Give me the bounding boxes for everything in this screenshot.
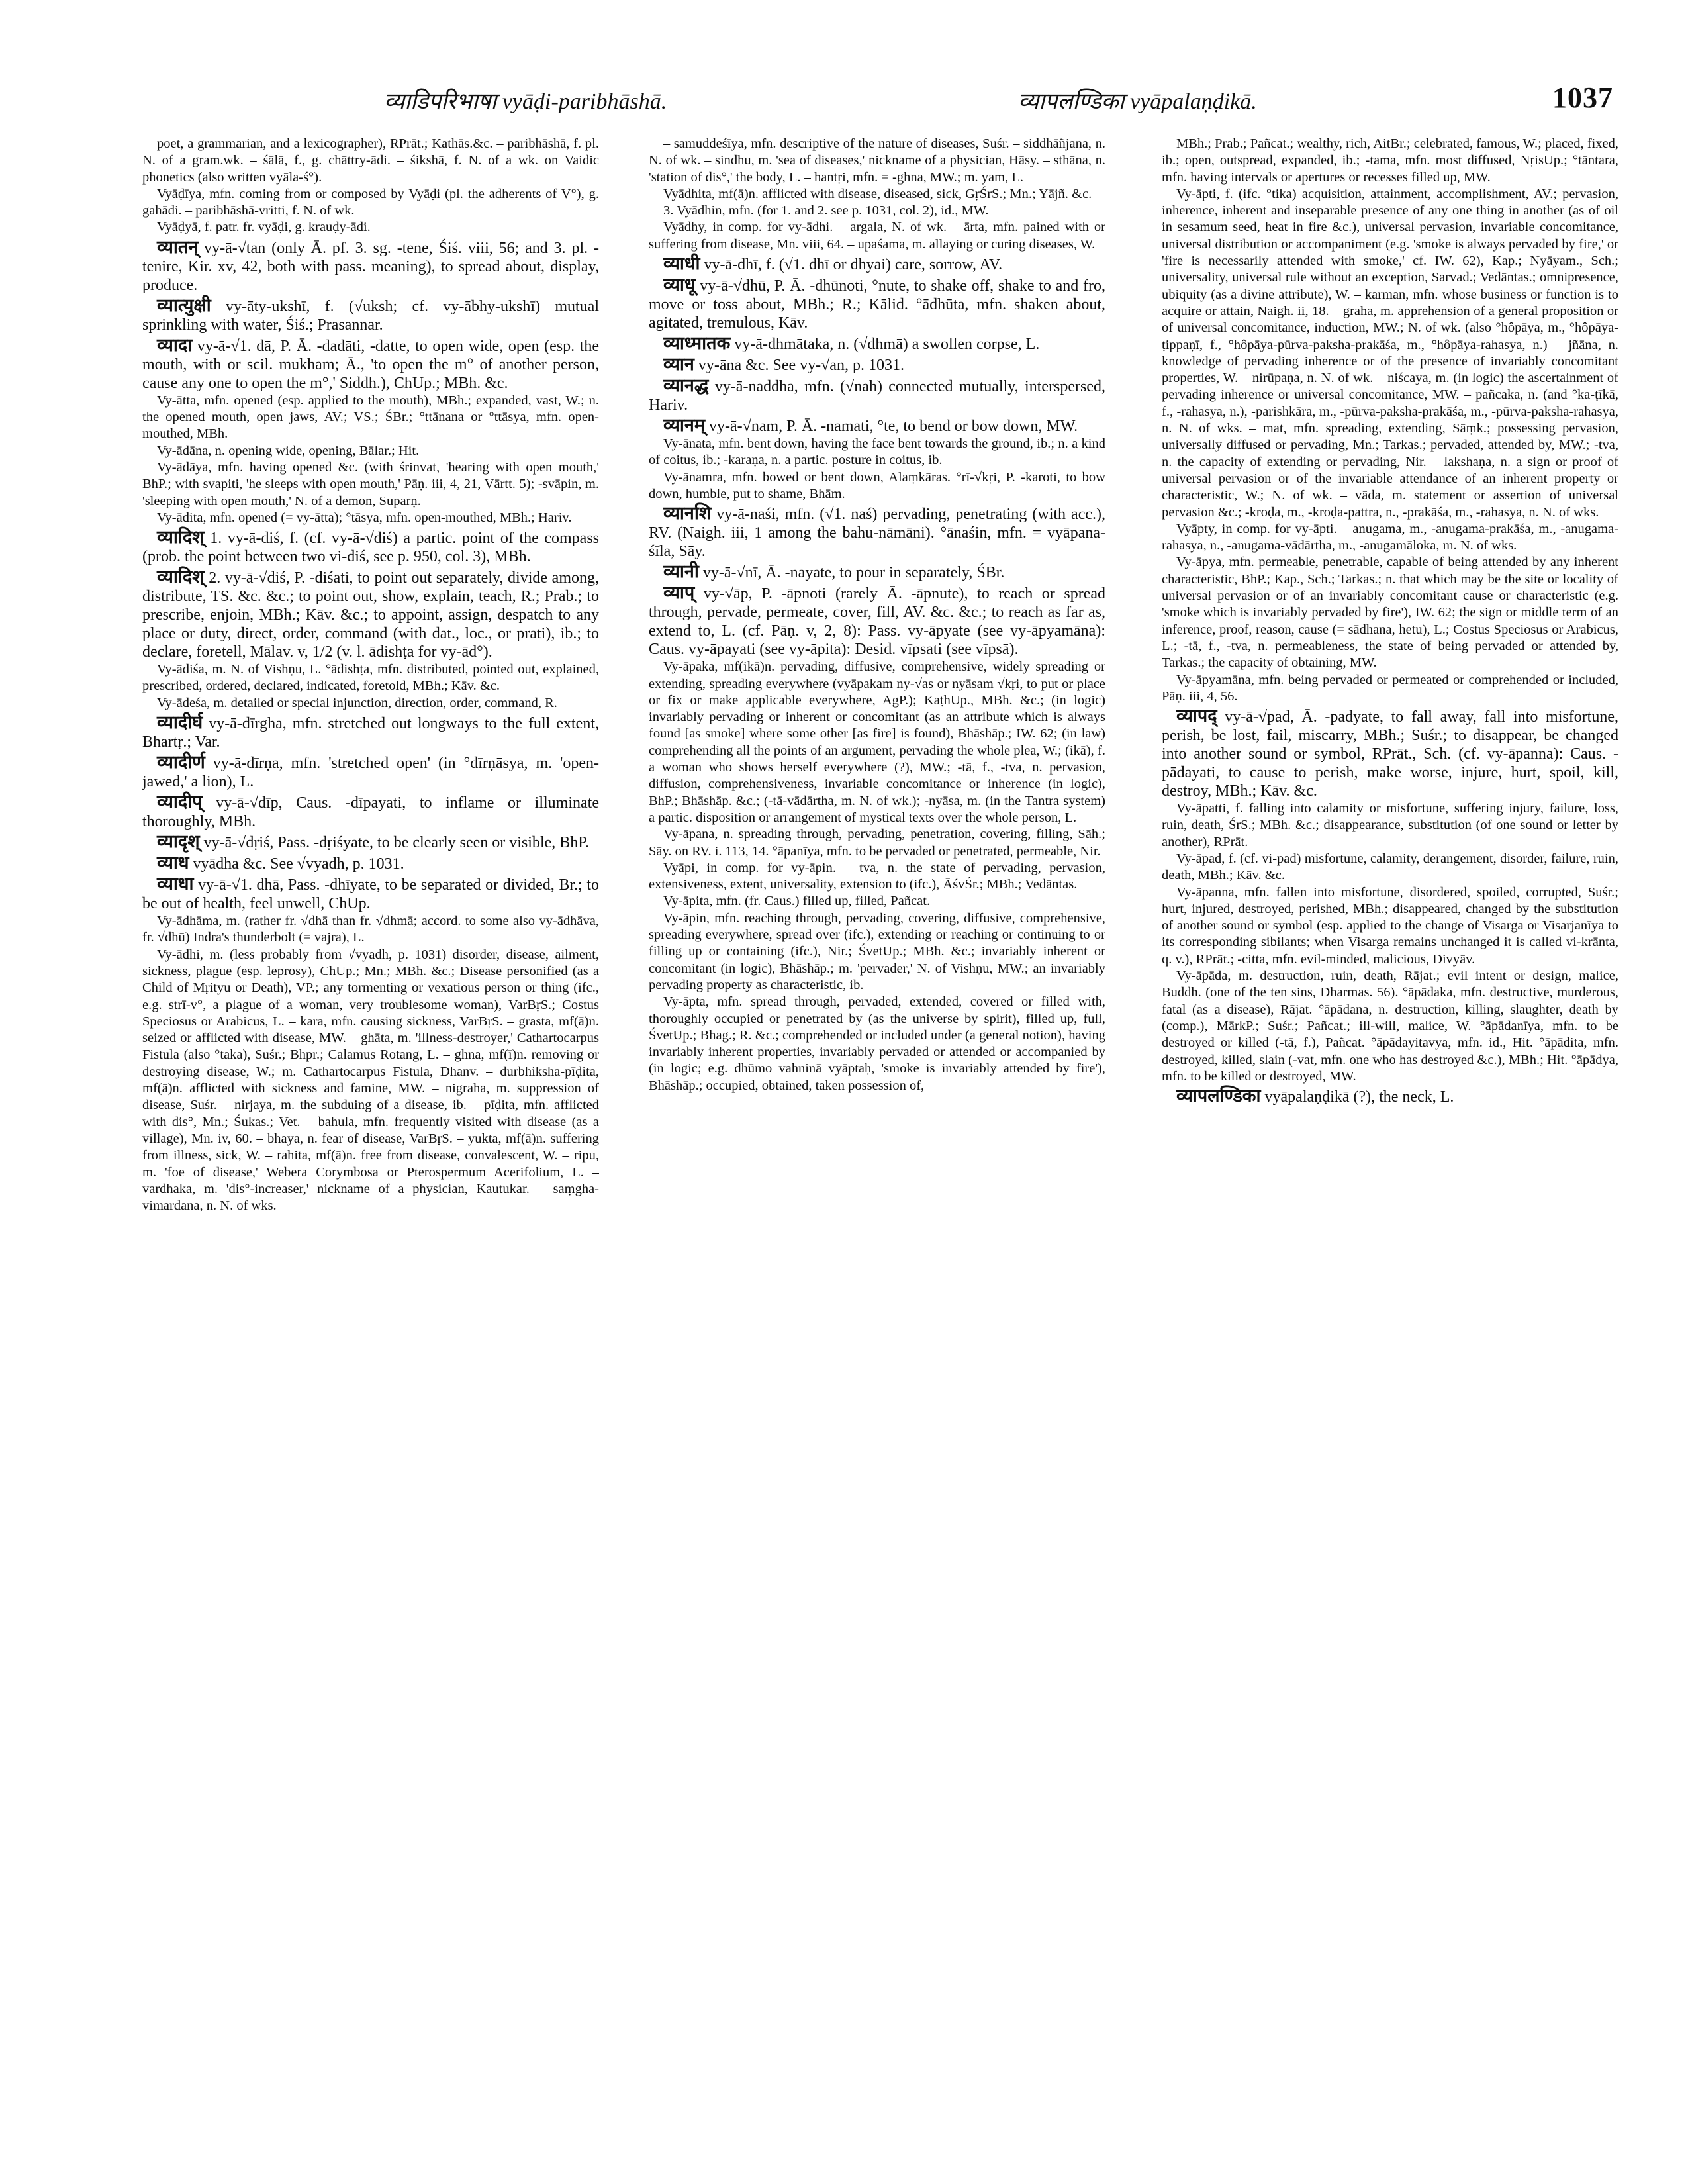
entry-text: Vy-āpaka, mf(ikā)n. pervading, diffusive, comprehensive, widely spreading or extending, spreading everywhere (vyāpakam ny-√as or nyāsam √kṛi, to put or place or fix or make applicable everywhere, AgP.); KaṭhUp., MBh. &c.; (in logic) invariably pervading or inherent or concomitant (as an attribute which is always found [as smoke] where some other [as fire] is found), Bhāshāp.; IW. 62; (in law) comprehending all the points of an argument, pervading the whole plea, W.; (ikā), f. a woman who shows herself everywhere (?), MW.; -tā, f., -tva, n. pervasion, diffusion, comprehensiveness, invariable concomitance or inherence (in logic), BhP.; Bhāshāp. &c.; (-tā-vādārtha, m. N. of wk.); -nyāsa, m. (in the Tantra system) a partic. disposition or arrangement of mystical texts over the whole person, L.	[649, 659, 1105, 825]
entry-text: vy-ā-√dṛiś, Pass. -dṛiśyate, to be clearly seen or visible, BhP.	[203, 834, 589, 852]
entry-text: Vyāḍyā, f. patr. fr. vyāḍi, g. krauḍy-ādi.	[157, 220, 371, 235]
entry-text: Vy-ātta, mfn. opened (esp. applied to the mouth), MBh.; expanded, vast, W.; n. the opened mouth, open jaws, AV.; VS.; ŚBr.; °ttānana or °ttāsya, mfn. open-mouthed, MBh.	[142, 393, 599, 442]
devanagari-headword: व्याध्मातक	[663, 333, 731, 354]
entry-text: Vyādhy, in comp. for vy-ādhi. – argala, N. of wk. – ārta, mfn. pained with or suffering from disease, Mn. viii, 64. – upaśama, m. allaying or curing diseases, W.	[649, 220, 1105, 252]
devanagari-headword: व्यात्युक्षी	[157, 295, 211, 315]
dictionary-entry	[649, 583, 1105, 659]
dictionary-entry	[649, 219, 1105, 253]
entry-text: – samuddeśīya, mfn. descriptive of the nature of diseases, Suśr. – siddhāñjana, n. N. of wk. – sindhu, m. 'sea of diseases,' nickname of a physician, Hāsy. – sthāna, n. 'station of dis°,' the body, L. – hantṛi, mfn. = -ghna, MW.; m. yam, L.	[649, 136, 1105, 185]
entry-text: Vy-ādeśa, m. detailed or special injunction, direction, order, command, R.	[157, 695, 557, 710]
devanagari-headword: व्याधा	[157, 874, 194, 894]
dictionary-entry	[1162, 884, 1618, 968]
entry-text: Vy-āpad, f. (cf. vi-pad) misfortune, calamity, derangement, disorder, failure, ruin, death, MBh.; Kāv. &c.	[1162, 851, 1618, 883]
entry-text: Vy-āpti, f. (ifc. °tika) acquisition, attainment, accomplishment, AV.; pervasion, inherence, inherent and inseparable presence of any one thing in another (as of oil in sesamum seed, heat in fire &c.), universal pervasion, invariable concomitance, universal distribution or accompaniment (e.g. 'smoke is always pervaded by fire,' or 'fire is necessarily attended with smoke,' cf. IW. 62), Kap.; Nyāyam., Sch.; universality, universal rule without an exception, Sarvad.; Vedāntas.; omnipresence, ubiquity (as a divine attribute), W. – karman, mfn. whose business or function is to acquire or attain, Naigh. ii, 18. – graha, m. apprehension of a general proposition or of universal concomitance, induction, MW.; N. of wk. (also °hôpāya, m., °hôpāya-ṭippaṇī, f., °hôpāya-pūrva-paksha-prakāśa, m., °hôpāya-rahasya, n.) – jñāna, n. knowledge of pervading inherence or of the presence of invariably concomitant properties, W. – nirūpaṇa, n. N. of wk. – niścaya, m. (in logic) the ascertainment of pervading inherence or universal concomitance, MW. – pañcaka, n. (and °ka-ṭīkā, f., -rahasya, n.), -parishkāra, m., -pūrva-paksha-prakāśa, m., -pūrva-paksha-rahasya, n. N. of wks. – mat, mfn. spreading, extending, Sāṃk.; possessing pervasion, universally diffused or pervading, Mn.; Tarkas.; pervaded, attended by, MW.; -tva, n. the capacity of extending or pervading, Nir. – lakshaṇa, n. a sign or proof of universal pervasion or of the invariable attendance of an inherent property or characteristic, W.; N. of wk. – vāda, m. statement or assertion of universal pervasion &c.; -kroḍa, m., -kroḍa-pattra, n., -prakāśa, m., -rahasya, n. N. of wks.	[1162, 186, 1618, 520]
dictionary-entry	[142, 913, 599, 947]
entry-text: vy-√āp, P. -āpnoti (rarely Ā. -āpnute), to reach or spread through, pervade, permeate, cover, fill, AV. &c. &c.; to reach as far as, extend to, L. (cf. Pāṇ. v, 2, 8): Pass. vy-āpyate (see vy-āpyamāna): Caus. vy-āpayati (see vy-āpita): Desid. vīpsati (see vīpsā).	[649, 585, 1105, 659]
dictionary-entry	[142, 947, 599, 1215]
column-1	[142, 136, 599, 2155]
dictionary-entry	[649, 136, 1105, 186]
entry-text: Vy-ādāna, n. opening wide, opening, Bālar.; Hit.	[157, 443, 420, 458]
dictionary-entry	[1162, 706, 1618, 800]
dictionary-entry	[142, 219, 599, 236]
devanagari-headword: व्यापद्	[1176, 706, 1217, 726]
entry-text: 1. vy-ā-diś, f. (cf. vy-ā-√diś) a partic. point of the compass (prob. the point between two vi-diś, see p. 950, col. 3), MBh.	[142, 530, 599, 566]
dictionary-entry	[649, 659, 1105, 826]
dictionary-entry	[1162, 1086, 1618, 1106]
devanagari-headword: व्यादिश्	[157, 567, 205, 587]
dictionary-entry	[649, 186, 1105, 203]
entry-text: vy-ā-√nī, Ā. -nayate, to pour in separately, ŚBr.	[702, 564, 1005, 582]
dictionary-entry	[142, 336, 599, 393]
devanagari-headword: व्यादीर्घ	[157, 712, 203, 733]
dictionary-entry	[142, 528, 599, 566]
dictionary-entry	[1162, 186, 1618, 521]
entry-text: Vy-āpin, mfn. reaching through, pervading, covering, diffusive, comprehensive, spreading everywhere, spread over (ifc.), extending or reaching or continuing to or filling up or containing (ifc.), Nir.; ŚvetUp.; MBh. &c.; invariably inherent or concomitant (in logic), Bhāshāp.; m. 'pervader,' N. of Vishṇu, MW.; an invariably pervading property as characteristic, ib.	[649, 910, 1105, 992]
entry-text: Vy-āpāda, m. destruction, ruin, death, Rājat.; evil intent or design, malice, Buddh. (one of the ten sins, Dharmas. 56). °āpādaka, mfn. destructive, murderous, fatal (as a disease), Rājat. °āpādana, n. destruction, killing, slaughter, death by (comp.), MārkP.; Suśr.; Pañcat.; ill-will, malice, W. °āpādanīya, mfn. to be destroyed or killed (-tā, f.), Pañcat. °āpādayitavya, mfn. id., Hit. °āpādita, mfn. destroyed, killed, slain (-vat, mfn. one who has destroyed &c.), MBh.; Hit. °āpādya, mfn. to be killed or destroyed, MW.	[1162, 969, 1618, 1084]
entry-text: vy-ā-dīrṇa, mfn. 'stretched open' (in °dīrṇāsya, m. 'open-jawed,' a lion), L.	[142, 755, 599, 791]
entry-text: Vy-āpyamāna, mfn. being pervaded or permeated or comprehended or included, Pāṇ. iii, 4, 56.	[1162, 672, 1618, 704]
dictionary-entry	[1162, 851, 1618, 884]
dictionary-entry	[1162, 672, 1618, 706]
entry-text: Vy-ādhāma, m. (rather fr. √dhā than fr. √dhmā; accord. to some also vy-ādhāva, fr. √dhū) Indra's thunderbolt (= vajra), L.	[142, 914, 599, 945]
entry-text: Vy-ādāya, mfn. having opened &c. (with śrinvat, 'hearing with open mouth,' BhP.; with svapiti, 'he sleeps with open mouth,' Pāṇ. iii, 4, 21, Vārtt. 5); -svāpin, m. 'sleeping with open mouth,' N. of a demon, Suparṇ.	[142, 459, 599, 508]
devanagari-headword: व्याधू	[663, 275, 696, 295]
dictionary-entry	[142, 393, 599, 443]
entry-text: Vy-ādhi, m. (less probably from √vyadh, p. 1031) disorder, disease, ailment, sickness, plague (esp. leprosy), ChUp.; Mn.; MBh. &c.; Disease personified (as a Child of Mṛityu or Death), VP.; any tormenting or vexatious person or thing (ifc., e.g. strī-v°, a plague of a woman, very troublesome woman), VarBṛS.; Costus Speciosus or Arabicus, L. – kara, mfn. causing sickness, VarBṛS. – grasta, mf(ā)n. seized or afflicted with disease, MW. – ghāta, m. 'illness-destroyer,' Cathartocarpus Fistula (also °taka), Suśr.; Bhpr.; Calamus Rotang, L. – ghna, mf(ī)n. removing or destroying disease, W.; m. Cathartocarpus Fistula, Dhanv. – durbhiksha-pīḍita, mf(ā)n. afflicted with sickness and famine, MW. – nigraha, m. suppression of disease, Suśr. – nirjaya, m. the subduing of a disease, ib. – pīḍita, mfn. afflicted with dis°, Mn.; Śukas.; Vet. – bahula, mfn. frequently visited with disease (as a village), Mn. iv, 60. – bhaya, n. fear of disease, VarBṛS. – yukta, mf(ā)n. suffering from illness, sick, W. – rahita, mf(ā)n. free from disease, convalescent, W. – ripu, m. 'foe of disease,' Webera Corymbosa or Pterospermum Acerifolium, L. – vardhaka, m. 'dis°-increaser,' nickname of a physician, Kautukar. – saṃgha-vimardana, n. N. of wks.	[142, 947, 599, 1213]
devanagari-headword: व्यापलण्डिका	[1176, 1086, 1261, 1106]
dictionary-entry	[649, 860, 1105, 894]
entry-text: vy-ā-√pad, Ā. -padyate, to fall away, fall into misfortune, perish, be lost, fail, miscarry, MBh.; Suśr.; to disappear, be changed into another sound or symbol, RPrāt., Sch. (cf. vy-āpanna): Caus. -pādayati, to cause to perish, make worse, injure, hurt, spoil, kill, destroy, MBh.; Kāv. &c.	[1162, 708, 1618, 800]
entry-text: Vy-ādiśa, m. N. of Vishṇu, L. °ādishṭa, mfn. distributed, pointed out, explained, prescribed, ordered, declared, indicated, foretold, MBh.; Kāv. &c.	[142, 662, 599, 694]
dictionary-entry	[649, 275, 1105, 332]
entry-text: Vy-āpatti, f. falling into calamity or misfortune, suffering injury, failure, loss, ruin, death, ŚrS.; MBh. &c.; disappearance, substitution (of one sound or letter by another), RPrāt.	[1162, 801, 1618, 849]
devanagari-headword: व्यादीप्	[157, 792, 203, 812]
entry-text: Vyāpi, in comp. for vy-āpin. – tva, n. the state of pervading, pervasion, extensiveness, extent, universality, extension to (ifc.), ĀśvŚr.; MBh.; Vedāntas.	[649, 860, 1105, 892]
entry-text: vy-ā-dhmātaka, n. (√dhmā) a swollen corpse, L.	[734, 336, 1040, 354]
entry-text: Vy-ādita, mfn. opened (= vy-ātta); °tāsya, mfn. open-mouthed, MBh.; Hariv.	[157, 510, 572, 525]
devanagari-headword: व्याध	[157, 853, 189, 873]
entry-text: vy-ā-naddha, mfn. (√nah) connected mutually, interspersed, Hariv.	[649, 378, 1105, 414]
dictionary-entry	[649, 826, 1105, 860]
dictionary-entry	[649, 376, 1105, 414]
entry-text: vy-ā-naśi, mfn. (√1. naś) pervading, penetrating (with acc.), RV. (Naigh. iii, 1 among the bahu-nāmāni). °ānaśin, mfn. = vyāpana-śīla, Sāy.	[649, 506, 1105, 561]
dictionary-entry	[649, 203, 1105, 219]
column-3	[1162, 136, 1618, 2155]
dictionary-entry	[649, 355, 1105, 375]
entry-text: vy-ā-dīrgha, mfn. stretched out longways to the full extent, Bhartṛ.; Var.	[142, 715, 599, 751]
entry-text: vy-ā-dhī, f. (√1. dhī or dhyai) care, sorrow, AV.	[704, 256, 1003, 274]
dictionary-entry	[142, 510, 599, 526]
entry-text: Vy-āpita, mfn. (fr. Caus.) filled up, filled, Pañcat.	[663, 894, 931, 909]
dictionary-entry	[142, 713, 599, 751]
dictionary-entry	[649, 254, 1105, 274]
entry-text: vy-āna &c. See vy-√an, p. 1031.	[698, 357, 904, 375]
entry-text: Vyāpty, in comp. for vy-āpti. – anugama, m., -anugama-prakāśa, m., -anugama-rahasya, n., -anugama-vādārtha, m., -anugamāloka, m. N. of wks.	[1162, 521, 1618, 553]
dictionary-entry	[142, 136, 599, 186]
dictionary-entry	[649, 562, 1105, 582]
header-center-guideword: व्यापलण्डिका vyāpalaṇḍikā.	[1018, 89, 1257, 114]
header-left-guideword: व्याडिपरिभाषा vyāḍi-paribhāshā.	[384, 89, 667, 114]
dictionary-entry	[1162, 521, 1618, 555]
dictionary-entry	[142, 695, 599, 712]
entry-text: vy-ā-√1. dhā, Pass. -dhīyate, to be separated or divided, Br.; to be out of health, feel unwell, ChUp.	[142, 877, 599, 913]
entry-text: Vy-āpya, mfn. permeable, penetrable, capable of being attended by any inherent characteristic, BhP.; Kap., Sch.; Tarkas.; n. that which may be the site or locality of universal pervasion or of an invariably concomitant cause or characteristic (e.g. 'smoke which is invariably pervaded by fire'), IW. 62; the sign or middle term of an inference, proof, reason, cause (= sādhana, hetu), L.; Costus Speciosus or Arabicus, L.; -tā, f., -tva, n. permeableness, the state of being pervaded or attended by, Tarkas.; the capacity of obtaining, MW.	[1162, 555, 1618, 671]
entry-text: vy-ā-√tan (only Ā. pf. 3. sg. -tene, Śiś. viii, 56; and 3. pl. -tenire, Kir. xv, 42, both with pass. meaning), to spread about, display, produce.	[142, 239, 599, 294]
entry-text: vy-ā-√nam, P. Ā. -namati, °te, to bend or bow down, MW.	[709, 418, 1078, 436]
dictionary-entry	[649, 910, 1105, 994]
entry-text: vyādha &c. See √vyadh, p. 1031.	[193, 855, 404, 873]
dictionary-entry	[142, 875, 599, 913]
dictionary-entry	[142, 459, 599, 510]
devanagari-headword: व्यानद्ध	[663, 375, 709, 396]
devanagari-headword: व्याधी	[663, 254, 700, 274]
entry-text: vy-ā-√1. dā, P. Ā. -dadāti, -datte, to open wide, open (esp. the mouth, with or scil. mukham; Ā., 'to open the m° of another person, cause any one to open the m°,' Siddh.), ChUp.; MBh. &c.	[142, 337, 599, 392]
dictionary-entry	[1162, 136, 1618, 186]
entry-text: poet, a grammarian, and a lexicographer), RPrāt.; Kathās.&c. – paribhāshā, f. pl. N. of a gram.wk. – śālā, f., g. chāttry-ādi. – śikshā, f. N. of a wk. on Vaidic phonetics (also written vyāla-ś°).	[142, 136, 599, 185]
column-2	[649, 136, 1105, 2155]
entry-text: Vy-ānamra, mfn. bowed or bent down, Alaṃkāras. °rī-√kṛi, P. -karoti, to bow down, humble, put to shame, Bhām.	[649, 469, 1105, 501]
columns	[142, 136, 1618, 2155]
entry-text: vy-ā-√dhū, P. Ā. -dhūnoti, °nute, to shake off, shake to and fro, move or toss about, MBh.; R.; Kālid. °ādhūta, mfn. shaken about, agitated, tremulous, Kāv.	[649, 277, 1105, 332]
dictionary-entry	[1162, 968, 1618, 1085]
devanagari-headword: व्यादृश्	[157, 831, 200, 852]
dictionary-entry	[142, 186, 599, 220]
entry-text: Vyāḍīya, mfn. coming from or composed by Vyāḍi (pl. the adherents of V°), g. gahādi. – paribhāshā-vritti, f. N. of wk.	[142, 186, 599, 218]
entry-text: MBh.; Prab.; Pañcat.; wealthy, rich, AitBr.; celebrated, famous, W.; placed, fixed, ib.; open, outspread, expanded, ib.; -tama, mfn. most diffused, NṛisUp.; °tāntara, mfn. having intervals or apertures or recesses filled up, MW.	[1162, 136, 1618, 185]
devanagari-headword: व्यानी	[663, 561, 699, 582]
dictionary-entry	[142, 792, 599, 831]
devanagari-headword: व्यानशि	[663, 503, 712, 524]
dictionary-entry	[649, 893, 1105, 910]
dictionary-entry	[142, 238, 599, 295]
entry-text: Vy-āpanna, mfn. fallen into misfortune, disordered, spoiled, corrupted, Suśr.; hurt, injured, destroyed, perished, MBh.; disappeared, changed by the substitution of another sound or symbol (esp. applied to the change of Visarga or Visarjanīya to its corresponding sibilants; when Visarga remains unchanged it is called vi-krānta, q. v.), RPrāt.; -citta, mfn. evil-minded, malicious, Divyāv.	[1162, 884, 1618, 967]
dictionary-entry	[142, 567, 599, 661]
page-number: 1037	[1552, 81, 1613, 114]
entry-text: Vy-āpana, n. spreading through, pervading, penetration, covering, filling, Sāh.; Sāy. on RV. i. 113, 14. °āpanīya, mfn. to be pervaded or penetrated, permeable, Nir.	[649, 827, 1105, 859]
dictionary-entry	[649, 436, 1105, 469]
entry-text: Vy-ānata, mfn. bent down, having the face bent towards the ground, ib.; n. a kind of coitus, ib.; -karaṇa, n. a partic. posture in coitus, ib.	[649, 436, 1105, 468]
running-head	[146, 81, 1613, 124]
devanagari-headword: व्याप्	[663, 583, 695, 603]
devanagari-headword: व्यादा	[157, 334, 193, 355]
dictionary-entry	[142, 853, 599, 873]
entry-text: 3. Vyādhin, mfn. (for 1. and 2. see p. 1031, col. 2), id., MW.	[663, 203, 989, 218]
devanagari-headword: व्यानम्	[663, 415, 706, 436]
entry-text: vy-ā-√dīp, Caus. -dīpayati, to inflame or illuminate thoroughly, MBh.	[142, 794, 599, 831]
dictionary-entry	[142, 753, 599, 791]
entry-text: vy-āty-ukshī, f. (√uksh; cf. vy-ābhy-ukshī) mutual sprinkling with water, Śiś.; Prasannar.	[142, 297, 599, 334]
entry-text: Vyādhita, mf(ā)n. afflicted with disease, diseased, sick, GṛŚrS.; Mn.; Yājñ. &c.	[663, 186, 1092, 201]
dictionary-entry	[649, 416, 1105, 436]
dictionary-entry	[649, 469, 1105, 503]
dictionary-entry	[649, 504, 1105, 561]
entry-text: Vy-āpta, mfn. spread through, pervaded, extended, covered or filled with, thoroughly occupied or penetrated by (as the universe by spirit), filled up, full, ŚvetUp.; Bhag.; R. &c.; comprehended or included under (a general notion), having invariably inherent properties, invariably pervaded or attended or accompanied by (in logic; e.g. dhūmo vahninā vyāptaḥ, 'smoke is invariably attended by fire'), Bhāshāp.; occupied, obtained, taken possession of,	[649, 994, 1105, 1093]
devanagari-headword: व्यादिश्	[157, 527, 205, 547]
entry-text: 2. vy-ā-√diś, P. -diśati, to point out separately, divide among, distribute, TS. &c. &c.; to point out, show, explain, teach, R.; Prab.; to prescribe, enjoin, MBh.; Kāv. &c.; to appoint, assign, despatch to any place or duty, direct, order, command (with dat., loc., or prati), ib.; to declare, foretell, Mālav. v, 1/2 (v. l. ādishṭa for vy-ād°).	[142, 569, 599, 661]
dictionary-entry	[142, 661, 599, 695]
dictionary-entry	[142, 832, 599, 852]
devanagari-headword: व्यातन्	[157, 236, 199, 257]
dictionary-entry	[1162, 554, 1618, 671]
dictionary-entry	[142, 443, 599, 459]
dictionary-entry	[649, 994, 1105, 1094]
entry-text: vyāpalaṇḍikā (?), the neck, L.	[1264, 1088, 1454, 1106]
devanagari-headword: व्यादीर्ण	[157, 752, 205, 773]
dictionary-entry	[142, 296, 599, 334]
dictionary-entry	[1162, 800, 1618, 851]
dictionary-entry	[649, 334, 1105, 354]
devanagari-headword: व्यान	[663, 354, 694, 375]
